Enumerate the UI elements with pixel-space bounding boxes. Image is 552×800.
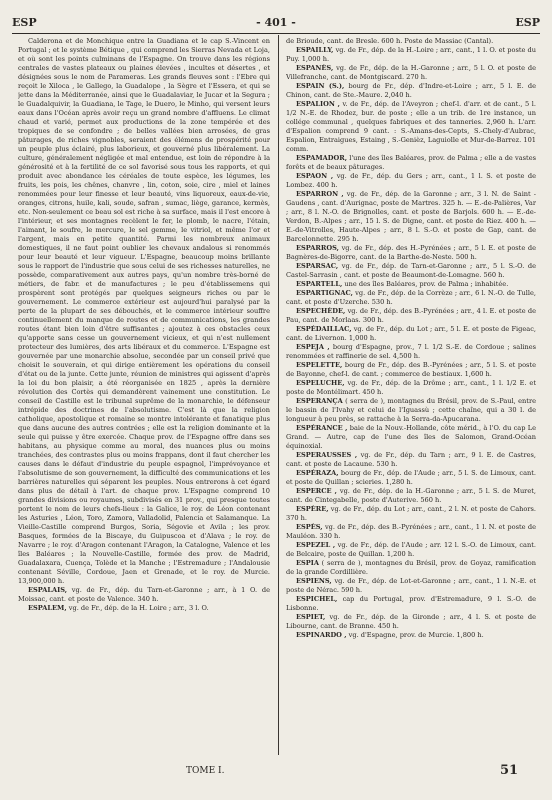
entry-text: ( serra de ), montagnes du Brésil, prov. de S.-Paul, entre le bassin de l'Ivahy et celui de l'Iguassù ; cette chaîne, qui a 30 l. de longueur à peu près, se rattache à la Serra-da-Apucarana. [286, 397, 536, 423]
entry-headword: ESPECHÈDE, [296, 307, 346, 315]
entry-text: v. de Fr., dép. de l'Aveyron ; chef-l. d'arr. et de cant., 5 l. 1/2 N.-E. de Rhodez, bur. de poste ; elle a un trib. de 1re instance, un collége communal , quelques fabriques et des tanneries. 2,960 h. L'arr. d'Espalion comprend 9 cant. : S.-Amans-des-Cepts, S.-Chely-d'Aubrac, Espalion, Entraigues, Estaing , S.-Genièz, Laguiolle et Mur-de-Barrez. 101 comm. [286, 100, 536, 153]
entry-text: vg. de Fr., dép. de la H. Loire ; arr., 3 l. O. [68, 604, 209, 612]
signature-number: 51 [500, 763, 519, 778]
entry-text: bourg de Fr., dép. des B.-Pyrénées ; arr., 5 l. S. et poste de Bayonne, chef-l. de cant. ; commerce de bestiaux. 1,600 h. [286, 361, 536, 378]
entry-headword: ESPERANÇA [296, 397, 343, 405]
entry-text: vg. de Fr., dép. de la Drôme ; arr., cant., 1 l. 1/2 E. et poste de Montélimart. 450 h. [286, 379, 536, 396]
entry-text: une des îles Baléares, prov. de Palma ; inhabitée. [344, 280, 509, 288]
entry-headword: ESPIET, [296, 613, 326, 621]
entry-headword: ESPAON , [296, 172, 334, 180]
entry-text: vg. de Fr., dép. de la H.-Garonne ; arr., 5 l. S. de Muret, cant. de Cintegabelle, poste d'Auterive. 560 h. [286, 487, 536, 504]
header-left-keyword: ESP [12, 16, 37, 29]
entry-text: bourg de Fr., dép. de l'Aude ; arr., 5 l. S. de Limoux, cant. et poste de Quillan ; scieries. 1,280 h. [286, 469, 536, 486]
entry-headword: ESPELETTE, [296, 361, 343, 369]
dictionary-entry [286, 190, 536, 244]
dictionary-entry [286, 280, 536, 289]
dictionary-entry [286, 154, 536, 172]
entry-text: vg. de Fr., dép. de la Gironde ; arr., 4 l. S. et poste de Libourne, cant. de Branne. 450 h. [286, 613, 536, 630]
entry-text: l'une des îles Baléares, prov. de Palma ; elle a de vastes forêts et de beaux pâturages. [286, 154, 536, 171]
entry-text: vg. de Fr., dép. des B.-Pyrénées ; arr., cant., 1 l. N. et poste de Mauléon. 330 h. [286, 523, 536, 540]
entry-headword: ESPELUCHE, [296, 379, 345, 387]
page-header [12, 16, 540, 32]
entry-headword: ESPEZEL , [296, 541, 336, 549]
entry-headword: ESPÉRAZA, [296, 469, 339, 477]
header-right-keyword: ESP [515, 16, 540, 29]
header-page-number: - 401 - [256, 16, 296, 29]
dictionary-entry [286, 307, 536, 325]
dictionary-entry [286, 595, 536, 613]
column-divider [278, 35, 279, 755]
dictionary-entry [286, 343, 536, 361]
dictionary-entry [18, 604, 270, 613]
entry-text: vg. de Fr., dép. de la H.-Loire ; arr., cant., 1 l. O. et poste du Puy. 1,000 h. [286, 46, 536, 63]
entry-text: cap du Portugal, prov. d'Estremadure, 9 l. S.-O. de Lisbonne. [286, 595, 536, 612]
dictionary-entry [286, 397, 536, 424]
entry-text: vg. de Fr., dép. du Tarn-et-Garonne ; arr., à 1 O. de Moissac, cant. et poste de Valence. 340 h. [18, 586, 270, 603]
dictionary-entry [286, 46, 536, 64]
dictionary-entry [286, 244, 536, 262]
entry-text: bourg de Fr., dép. d'Indre-et-Loire ; arr., 5 l. E. de Chinon, cant. de Ste.-Maure. 2,040 h. [286, 82, 536, 99]
entry-headword: ESPARTIGNAC, [296, 289, 353, 297]
entry-headword: ESPIA [296, 559, 319, 567]
entry-headword: ESPANÈS, [296, 64, 334, 72]
dictionary-entry [286, 631, 536, 640]
entry-text: vg. de Fr., dép. du Gers ; arr., cant., 1 l. S. et poste de Lombez. 400 h. [286, 172, 536, 189]
dictionary-entry [286, 289, 536, 307]
dictionary-entry [286, 559, 536, 577]
entry-text: vg. de Fr., dép. de Tarn-et-Garonne ; arr., 5 l. S.-O. de Castel-Sarrasin , cant. et poste de Beaumont-de-Lomagne. 560 h. [286, 262, 536, 279]
espagne-paragraph: Calderona et de Monchique entre la Guadiana et le cap S.-Vincent en Portugal ; et le système Bétique , qui comprend les Sierras Nevada et Loja, et où sont les points culminans de l'Espagne. On trouve dans les régions centrales de vastes plateaux ou plaines élevées , incultes et désertes , et désignées sous le nom de Parameras. Les grands fleuves sont : l'Ebre qui reçoit le Xiloca , le Gallego, la Guadalope , la Sègre et l'Essera, et qui se jette dans la Méditerranée, ainsi que le Guadalaviar, le Jucar et la Segura ; le Guadalquivir, la Guadiana, le Tage, le Duero, le Minho, qui versent leurs eaux dans l'Océan après avoir reçu un grand nombre d'affluens. Le climat chaud et varié, permet aux productions de la zone tempérée et des tropiques de se confondre ; de belles vallées bien arrosées, de gras pâturages, de riches vignobles, seraient des élémens de prospérité pour un peuple plus éclairé, plus laborieux, et gouverné plus libéralement. La culture, généralement négligée et mal entendue, est loin de répondre à la générosité et à la fertilité de ce sol favorisé sous tous les rapports, et qui produit avec abondance les céréales de toute espèce, les légumes, les fruits, les pois, les chênes, chanvre , lin, coton, soie, cire , miel et laines renommées pour leur finesse et leur beauté, vins liquoreux, eaux-de-vie, oranges, citrons, huile, kali, soude, safran , sumac, liège, garance, kermès, etc. Non-seulement ce beau sol est riche à sa surface, mais il l'est encore à l'intérieur, et ses montagnes recèlent le fer, le plomb, le nacre, l'étain, l'aimant, le soufre, le mercure, le sel gemme, le vitriol, et même l'or et l'argent, mais en petite quantité. Parmi les nombreux animaux domestiques, il ne faut point oublier les chevaux andalous si renommés pour leur beauté et leur vigueur. L'Espagne, beaucoup moins brillante sous le rapport de l'industrie que sous celui de ses richesses naturelles, ne possède, comparativement aux autres pays, qu'un nombre très-borné de métiers, de fabr. et de manufactures ; le peu d'établissemens qui prospèrent sont protégés par quelques seigneurs riches ou par le gouvernement. Le commerce extérieur est aujourd'hui paralysé par la perte de la plupart de ses débouchés, et le commerce intérieur souffre continuellement du manque de routes et de communications, les grandes routes étant bien loin d'être suffisantes ; ajoutez à ces obstacles ceux qu'apporte sans cesse un gouvernement vicieux, et qui n'est nullement protecteur des lumières, des arts libéraux et du commerce. L'Espagne est gouvernée par une monarchie absolue, secondée par un conseil privé que choisit le souverain, et qui dirige entièrement les opérations du conseil d'état ou de la junte. Cette junte, réunion de ministres qui agissent d'après la loi du bon plaisir, a été réorganisée en 1825 , après la dernière révolution des Cortès qui demandèrent vainement une constitution. Le conseil de Castille est le tribunal suprême de la monarchie, le défenseur intrépide des doctrines de l'absolutisme. C'est là que la religion catholique, apostolique et romaine se montre intolérante et fanatique plus que dans aucune des autres contrées ; elle est la religion dominante et la seule qui puisse y être exercée. Chaque prov. de l'Espagne offre dans ses habitans, au physique comme au moral, des nuances plus ou moins tranchées, des contrastes plus ou moins frappans, dont il faut chercher les causes dans le défaut d'industrie du peuple espagnol, l'imprévoyance et l'absolutisme de son gouvernement, la difficulté des communications et les barrières naturelles qui séparent les peuples. Nous entrerons à cet égard dans plus de détail à l'art. de chaque prov. L'Espagne comprend 10 grandes divisions ou royaumes, subdivisés en 31 prov., qui presque toutes portent le nom de leurs chefs-lieux : la Galice, le roy. de Léon contenant les Asturies , Léon, Toro, Zamora, Valladolid, Palencia et Salamanque. La Vieille-Castille comprend Burgos, Soria, Ségovie et Avila ; les prov. Basques, formées de la Biscaye, du Guipuscoa et d'Alava ; le roy. de Navarre ; le roy. d'Aragon contenant l'Aragon, la Catalogne, Valence et les îles Baléares ; la Nouvelle-Castille, formée des prov. de Madrid, Guadalaxara, Cuença, Tolède et la Manche ; l'Estremadure ; l'Andalousie contenant Séville, Cordoue, Jaen et Grenade, et le roy. de Murcie. 13,900,000 h. [18, 37, 270, 585]
entry-headword: ESPARTELL, [296, 280, 343, 288]
entry-headword: ESPALION , [296, 100, 340, 108]
entry-text: vg. de Fr., dép. des H.-Pyrénées ; arr., 5 l. E. et poste de Bagnères-de-Bigorre, cant. de la Barthe-de-Neste. 500 h. [286, 244, 536, 261]
entry-text: vg. de Fr., dép. de la H.-Garonne ; arr., 5 l. O. et poste de Villefranche, cant. de Montgiscard. 270 h. [286, 64, 536, 81]
entry-text: vg. de Fr., dép. du Lot ; arr., 5 l. E. et poste de Figeac, cant. de Livernon. 1,000 h. [286, 325, 536, 342]
dictionary-entry [286, 424, 536, 451]
entry-text: vg. de Fr., dép. des B.-Pyrénées ; arr., 4 l. E. et poste de Pau, cant. de Morlaas. 300 h. [286, 307, 536, 324]
entry-headword: ESPICHEL, [296, 595, 338, 603]
header-rule [12, 33, 540, 34]
entry-headword: ESPINARDO , [296, 631, 347, 639]
entry-headword: ESPÈS, [296, 523, 323, 531]
entry-text: bourg d'Espagne, prov., 7 l. 1/2 S.-E. de Cordoue ; salines renommées et raffinerie de sel. 4,500 h. [286, 343, 536, 360]
entry-headword: ESPAIN (S.), [296, 82, 345, 90]
dictionary-entry [286, 487, 536, 505]
entry-headword: ESPERCE , [296, 487, 337, 495]
dictionary-entry [286, 505, 536, 523]
dictionary-entry [286, 325, 536, 343]
entry-headword: ESPAILLY, [296, 46, 334, 54]
dictionary-entry [286, 451, 536, 469]
entry-text: ( serra de ), montagnes du Brésil, prov. de Goyaz, ramification de la grande Cordillière. [286, 559, 536, 576]
entry-text: vg. de Fr., dép. du Tarn ; arr., 9 l. E. de Castres, cant. et poste de Lacaune. 530 h. [286, 451, 536, 468]
entry-text: vg. de Fr., dép. de l'Aude ; arr. 12 l. S.-O. de Limoux, cant. de Belcaire, poste de Quillan. 1,200 h. [286, 541, 536, 558]
dictionary-entry [286, 82, 536, 100]
dictionary-entry [286, 613, 536, 631]
dictionary-entry [286, 361, 536, 379]
dictionary-entry [286, 523, 536, 541]
entry-headword: ESPÉRANCE , [296, 424, 348, 432]
left-column [18, 37, 270, 755]
entry-text: vg. de Fr., dép. de la Corrèze ; arr., 6 l. N.-O. de Tulle, cant. et poste d'Uzerche. 530 h. [286, 289, 536, 306]
entry-headword: ESPALAIS, [28, 586, 68, 594]
entry-headword: ESPARSAC, [296, 262, 339, 270]
entry-headword: ESPALEM, [28, 604, 67, 612]
dictionary-entry [18, 586, 270, 604]
right-entries [286, 46, 536, 640]
entry-text: vg. de Fr., dép. du Lot ; arr., cant., 2 l. N. et poste de Cahors. 370 h. [286, 505, 536, 522]
entry-headword: ESPARRON , [296, 190, 344, 198]
entry-headword: ESPIENS, [296, 577, 332, 585]
entry-text: vg. d'Espagne, prov. de Murcie. 1,800 h. [348, 631, 484, 639]
entry-text: vg. de Fr., dép. de Lot-et-Garonne ; arr., cant., 1 l. N.-E. et poste de Nérac. 590 h. [286, 577, 536, 594]
entry-headword: ESPARROS, [296, 244, 339, 252]
entry-headword: ESPAMADOR, [296, 154, 348, 162]
page-footer [0, 763, 552, 782]
entry-headword: ESPÉDAILLAC, [296, 325, 352, 333]
dictionary-entry [286, 379, 536, 397]
entry-text: baie de la Nouv.-Hollande, côte mérid., à l'O. du cap Le Grand. — Autre, cap de l'une des îles de Salomon, Grand-Océan équinoxial. [286, 424, 536, 450]
entry-text: vg. de Fr., dép. de la Garonne ; arr., 3 l. N. de Saint - Gaudens , cant. d'Aurignac, poste de Martres. 325 h. — E.-de-Palières, Var ; arr., 8 l. N.-O. de Brignolles, cant. et poste de Barjols. 600 h. — E.-de-Verdon, B.-Alpes ; arr., 15 l. S. de Digne, cant. et poste de Riez. 400 h. — E.-de-Vitrolles, Haute-Alpes ; arr., 8 l. S.-O. et poste de Gap, cant. de Barcelonnette. 295 h. [286, 190, 536, 243]
entry-headword: ESPERAUSSES , [296, 451, 358, 459]
entry-headword: ESPEJA , [296, 343, 330, 351]
continuation-text: de Brioude, cant. de Bresle. 600 h. Poste de Massiac (Cantal). [286, 37, 494, 45]
volume-label: TOME I. [186, 766, 225, 776]
right-column [286, 37, 536, 755]
dictionary-entry [286, 262, 536, 280]
dictionary-entry [286, 100, 536, 154]
entry-headword: ESPÈRE, [296, 505, 329, 513]
dictionary-entry [286, 577, 536, 595]
dictionary-entry [286, 64, 536, 82]
dictionary-entry [286, 172, 536, 190]
dictionary-entry [286, 541, 536, 559]
dictionary-entry [286, 469, 536, 487]
left-entries [18, 586, 270, 613]
